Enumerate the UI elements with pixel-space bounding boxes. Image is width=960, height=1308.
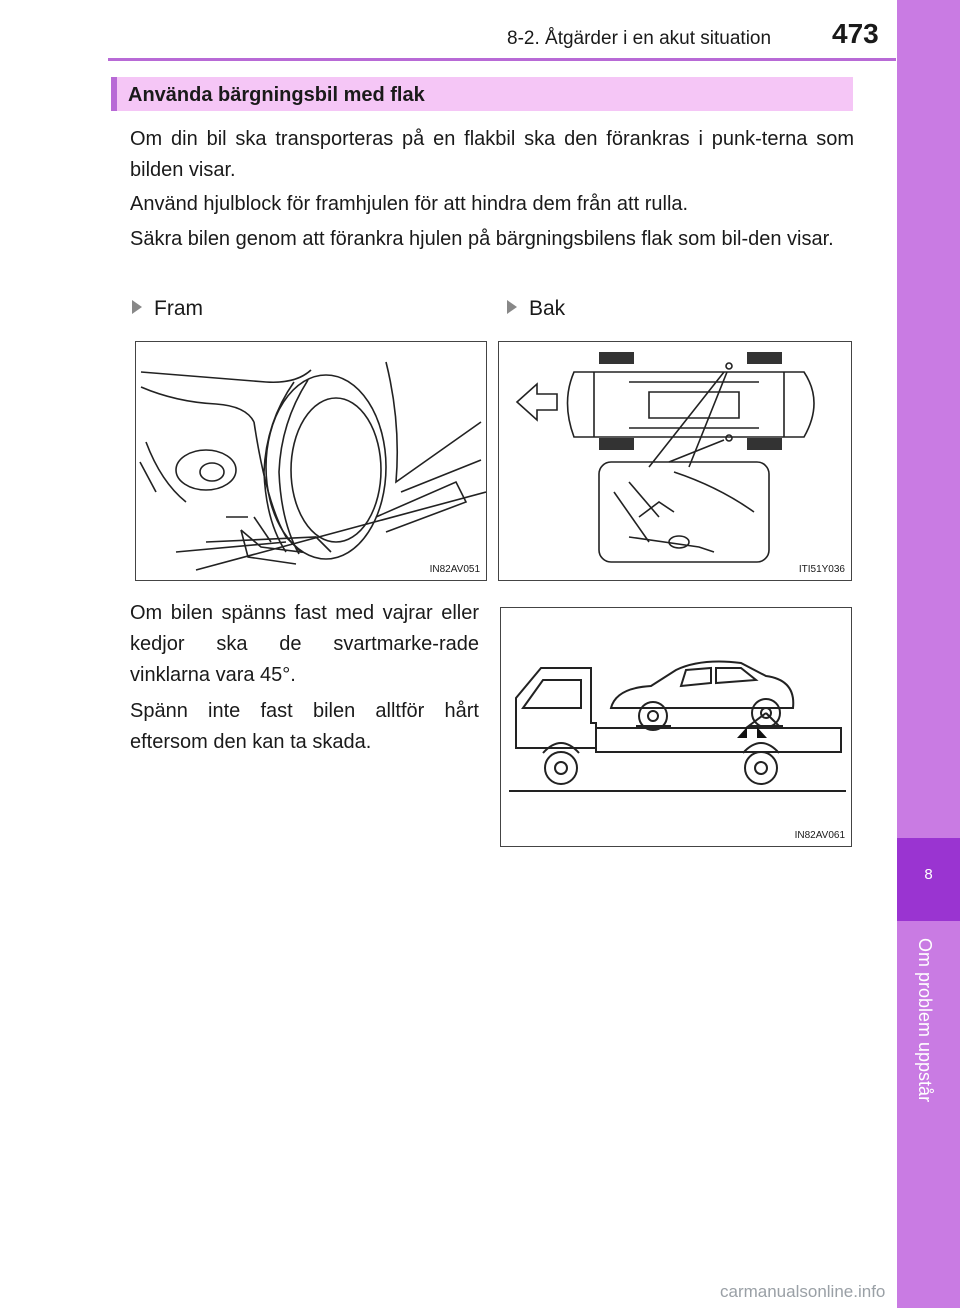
watermark: carmanualsonline.info	[720, 1282, 886, 1301]
figure-code-front: IN82AV051	[429, 564, 480, 575]
figure-rear-underbody	[498, 341, 852, 581]
section-title: 8-2. Åtgärder i en akut situation	[507, 28, 772, 49]
figure-code-rear: ITI51Y036	[798, 564, 845, 575]
rear-underbody-illustration	[499, 342, 851, 580]
chapter-sidebar	[897, 0, 960, 1308]
paragraph-angle: Om bilen spänns fast med vajrar eller kedjor ska de svartmarke-rade vinklarna vara 45°.	[130, 602, 479, 686]
bullet-rear	[507, 297, 565, 321]
figure-flatbed-truck	[500, 607, 852, 847]
paragraph-wheel-blocks: Använd hjulblock för framhjulen för att hindra dem från att rulla.	[130, 193, 689, 215]
section-heading: Använda bärgningsbil med flak	[128, 84, 425, 106]
flatbed-truck-illustration	[501, 608, 851, 846]
paragraph-secure: Säkra bilen genom att förankra hjulen på bärgningsbilens flak som bil-den visar.	[130, 228, 834, 250]
front-wheel-illustration	[136, 342, 486, 580]
paragraph-transport: Om din bil ska transporteras på en flakbil ska den förankras i punk-terna som bilden visar.	[130, 128, 854, 181]
paragraph-warning: Spänn inte fast bilen alltför hårt eftersom den kan ta skada.	[130, 700, 479, 753]
chapter-number: 8	[924, 866, 933, 883]
page-number: 473	[832, 18, 879, 49]
chapter-title: Om problem uppstår	[915, 938, 935, 1103]
bullet-front	[132, 297, 203, 321]
triangle-bullet-icon	[132, 300, 142, 314]
figure-front-wheel	[135, 341, 487, 581]
bullet-rear-label: Bak	[529, 297, 566, 320]
header-rule	[108, 58, 896, 61]
figure-code-truck: IN82AV061	[794, 830, 845, 841]
bullet-front-label: Fram	[154, 297, 203, 320]
triangle-bullet-icon	[507, 300, 517, 314]
